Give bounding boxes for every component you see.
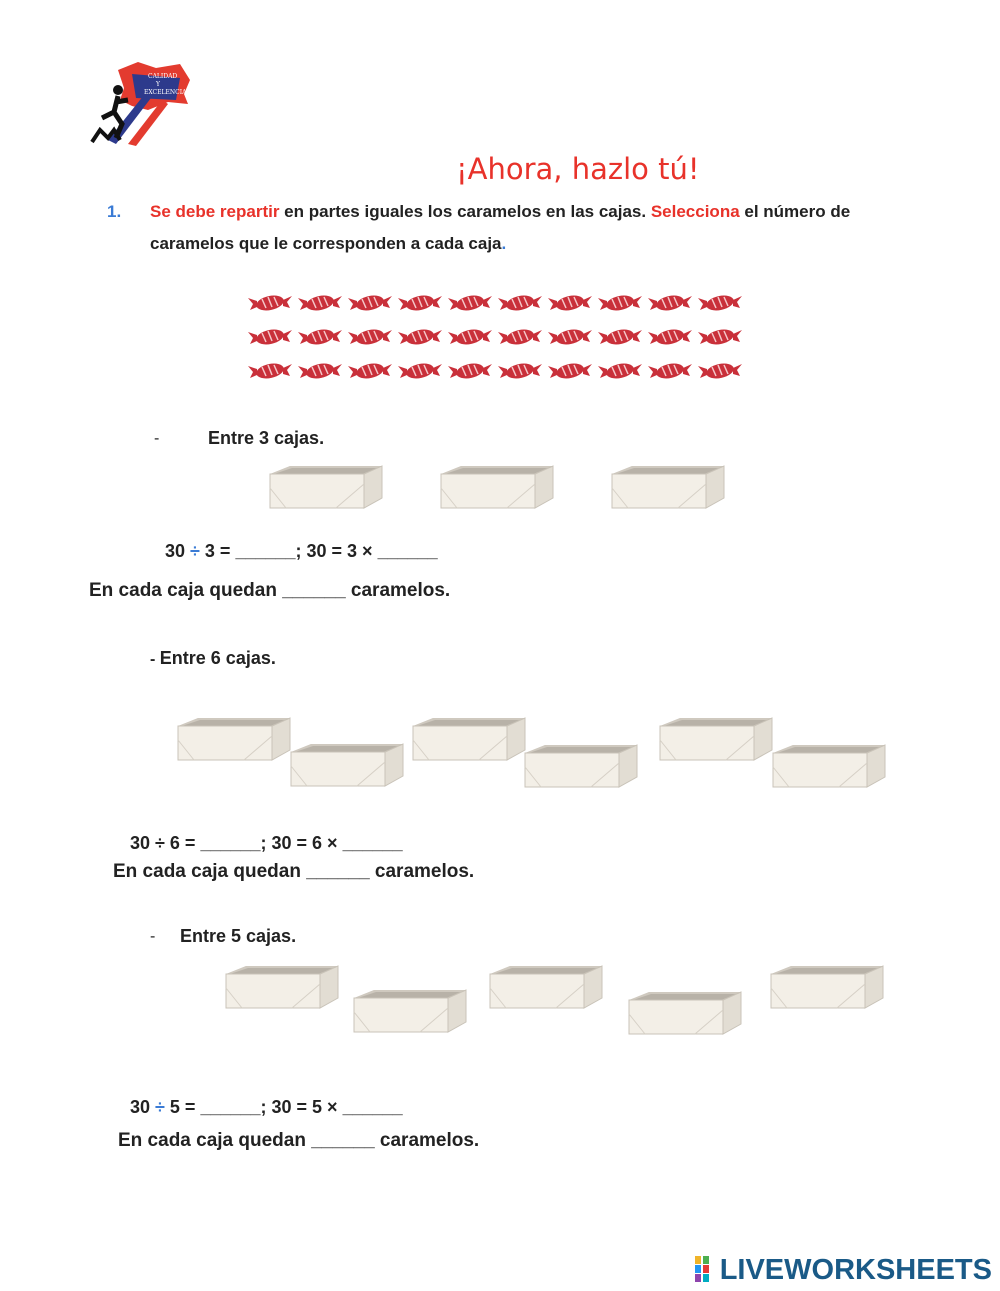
instruction-text [150, 196, 890, 260]
svg-text:CALIDAD: CALIDAD [148, 73, 178, 80]
candy-icon [648, 360, 692, 382]
section-2-dash: - [150, 651, 160, 668]
box-icon [625, 990, 745, 1036]
instruction-highlight-2: Selecciona [650, 202, 740, 221]
candy-icon [348, 360, 392, 382]
question-number: 1. [107, 202, 122, 221]
divide-sign: ÷ [190, 541, 200, 561]
candy-icon [248, 360, 292, 382]
box-icon [608, 464, 728, 510]
box-icon [767, 964, 887, 1010]
candy-icon [298, 292, 342, 314]
box-icon [287, 742, 407, 788]
candy-icon [698, 292, 742, 314]
page-title: ¡Ahora, hazlo tú! [456, 152, 700, 186]
candy-icon [298, 326, 342, 348]
instruction-text-2: el número de caramelos que le corresponden a cada caja [150, 202, 851, 253]
candy-icon [348, 326, 392, 348]
box-icon [222, 964, 342, 1010]
box-icon [174, 716, 294, 762]
box-icon [656, 716, 776, 762]
section-2-sentence: En cada caja quedan ______ caramelos. [113, 861, 475, 882]
instruction-period: . [501, 234, 507, 253]
section-2-equation: 30 ÷ 6 = ______; 30 = 6 × ______ [130, 833, 403, 853]
candy-grid [248, 292, 748, 392]
candy-icon [548, 292, 592, 314]
section-3-sentence: En cada caja quedan ______ caramelos. [118, 1130, 480, 1151]
candy-icon [448, 326, 492, 348]
box-icon [437, 464, 557, 510]
section-2-label: - Entre 6 cajas. [150, 648, 276, 668]
brand-text: LIVEWORKSHEETS [719, 1254, 992, 1286]
svg-text:EXCELENCIA: EXCELENCIA [144, 89, 187, 96]
liveworksheets-icon [695, 1256, 717, 1282]
divide-sign: ÷ [155, 833, 165, 853]
box-icon [769, 743, 889, 789]
candy-icon [698, 326, 742, 348]
box-icon [266, 464, 386, 510]
candy-icon [348, 292, 392, 314]
section-3-dash: - [150, 928, 156, 945]
candy-icon [548, 360, 592, 382]
candy-icon [398, 292, 442, 314]
box-icon [486, 964, 606, 1010]
candy-icon [248, 292, 292, 314]
candy-icon [548, 326, 592, 348]
candy-icon [648, 292, 692, 314]
candy-icon [648, 326, 692, 348]
candy-icon [698, 360, 742, 382]
candy-icon [598, 360, 642, 382]
instruction-text-1: en partes iguales los caramelos en las cajas. [279, 202, 651, 221]
candy-icon [598, 292, 642, 314]
logo-graphic [88, 60, 198, 146]
section-1-sentence: En cada caja quedan ______ caramelos. [89, 580, 451, 601]
section-3-label: Entre 5 cajas. [180, 926, 297, 946]
box-icon [409, 716, 529, 762]
candy-icon [398, 326, 442, 348]
candy-icon [298, 360, 342, 382]
section-3-equation: 30 ÷ 5 = ______; 30 = 5 × ______ [130, 1097, 403, 1117]
section-1-equation: 30 ÷ 3 = ______; 30 = 3 × ______ [165, 541, 438, 561]
school-logo [88, 60, 198, 146]
candy-icon [498, 360, 542, 382]
divide-sign: ÷ [155, 1097, 165, 1117]
candy-icon [498, 326, 542, 348]
candy-icon [398, 360, 442, 382]
instruction-highlight-1: Se debe repartir [150, 202, 280, 221]
section-1-dash: - [154, 430, 160, 447]
candy-icon [498, 292, 542, 314]
svg-text:Y: Y [156, 81, 160, 88]
candy-icon [448, 360, 492, 382]
candy-icon [448, 292, 492, 314]
box-icon [521, 743, 641, 789]
candy-icon [598, 326, 642, 348]
liveworksheets-brand[interactable] [695, 1254, 992, 1287]
box-icon [350, 988, 470, 1034]
candy-icon [248, 326, 292, 348]
section-1-label: Entre 3 cajas. [208, 428, 325, 448]
